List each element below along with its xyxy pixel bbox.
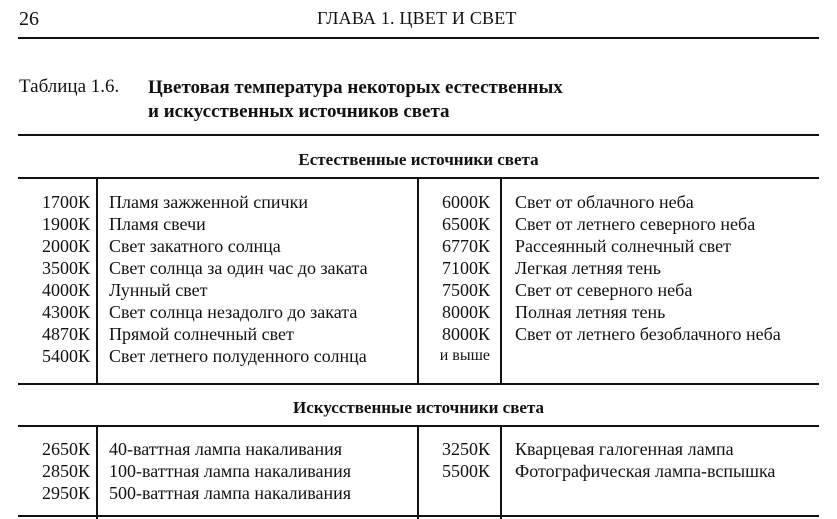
- temp-cell: 4300К: [41, 302, 90, 322]
- natural-right-sources: [515, 191, 781, 367]
- table-title: [148, 76, 708, 124]
- table-title-line-2: и искусственных источников света: [148, 101, 450, 122]
- source-cell: Свет от летнего безоблачного неба: [515, 324, 781, 344]
- source-cell: Свет закатного солнца: [109, 236, 281, 256]
- temp-cell: 2950К: [41, 483, 90, 503]
- artificial-left-sources: [109, 438, 351, 504]
- source-cell: Свет летнего полуденного солнца: [109, 346, 367, 366]
- temp-cell: 7500К: [441, 280, 490, 300]
- temp-cell: 5400К: [41, 346, 90, 366]
- artificial-top-rule: [18, 383, 819, 385]
- source-cell: Свет от летнего северного неба: [515, 214, 756, 234]
- source-cell: Пламя свечи: [109, 214, 206, 234]
- source-cell: 500-ваттная лампа накаливания: [109, 483, 352, 503]
- source-cell: Полная летняя тень: [515, 302, 666, 322]
- source-cell: [515, 345, 781, 367]
- temp-cell: 6500К: [441, 214, 490, 234]
- source-cell: Кварцевая галогенная лампа: [515, 439, 734, 459]
- temp-cell: 4000К: [41, 280, 90, 300]
- source-cell: Свет солнца незадолго до заката: [109, 302, 358, 322]
- source-cell: 100-ваттная лампа накаливания: [109, 461, 352, 481]
- temp-cell: и выше: [439, 347, 490, 364]
- artificial-section-heading: Искусственные источники света: [293, 398, 544, 417]
- natural-divider-3: [500, 179, 502, 384]
- artificial-divider-1: [96, 427, 98, 519]
- natural-right-temps: [422, 191, 490, 367]
- temp-cell: 2000К: [41, 236, 90, 256]
- temp-cell: 7100К: [441, 258, 490, 278]
- temp-cell: 3500К: [41, 258, 90, 278]
- table-label: Таблица 1.6.: [19, 76, 120, 97]
- temp-cell: 8000К: [441, 324, 490, 344]
- source-cell: Свет от северного неба: [515, 280, 693, 300]
- natural-left-sources: [109, 191, 368, 367]
- page-number: 26: [19, 8, 39, 30]
- temp-cell: 1900К: [41, 214, 90, 234]
- source-cell: Лунный свет: [109, 280, 208, 300]
- source-cell: Прямой солнечный свет: [109, 324, 294, 344]
- source-cell: Рассеянный солнечный свет: [515, 236, 732, 256]
- source-cell: Свет солнца за один час до заката: [109, 258, 368, 278]
- artificial-left-temps: [20, 438, 90, 504]
- table-title-line-1: Цветовая температура некоторых естественных: [148, 77, 563, 98]
- natural-divider-2: [417, 179, 419, 384]
- running-title: ГЛАВА 1. ЦВЕТ И СВЕТ: [317, 8, 517, 28]
- source-cell: Фотографическая лампа-вспышка: [515, 461, 776, 481]
- source-cell: Пламя зажженной спички: [109, 192, 308, 212]
- table-top-rule: [18, 134, 819, 136]
- temp-cell: 2650К: [41, 439, 90, 459]
- artificial-right-sources: [515, 438, 775, 482]
- artificial-right-temps: [422, 438, 490, 482]
- temp-cell: 5500К: [441, 461, 490, 481]
- temp-cell: 1700К: [41, 192, 90, 212]
- artificial-divider-3: [500, 427, 502, 519]
- source-cell: 40-ваттная лампа накаливания: [109, 439, 343, 459]
- natural-left-temps: [20, 191, 90, 367]
- source-cell: Легкая летняя тень: [515, 258, 661, 278]
- artificial-divider-2: [417, 427, 419, 519]
- temp-cell: 4870К: [41, 324, 90, 344]
- temp-cell: 3250К: [441, 439, 490, 459]
- table-bottom-rule: [18, 515, 819, 517]
- natural-divider-1: [96, 179, 98, 384]
- temp-cell: 6770К: [441, 236, 490, 256]
- header-rule: [18, 37, 819, 39]
- temp-cell: 8000К: [441, 302, 490, 322]
- natural-section-heading: Естественные источники света: [298, 150, 539, 169]
- source-cell: Свет от облачного неба: [515, 192, 694, 212]
- temp-cell: 6000К: [441, 192, 490, 212]
- temp-cell: 2850К: [41, 461, 90, 481]
